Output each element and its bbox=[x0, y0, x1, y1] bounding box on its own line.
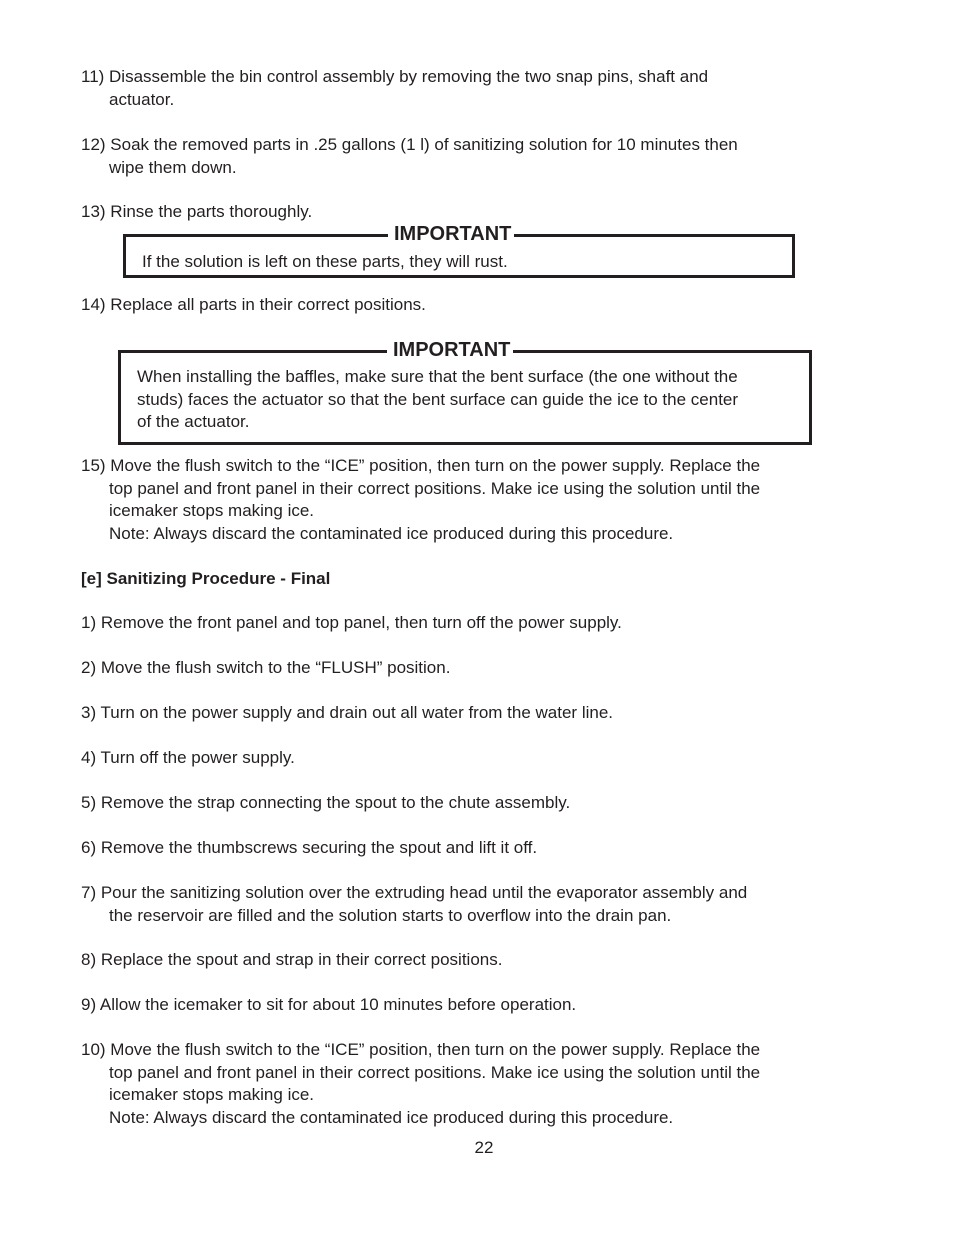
step-12 bbox=[81, 134, 841, 179]
important-box-2-title: IMPORTANT bbox=[387, 337, 513, 363]
important-box-1 bbox=[123, 223, 795, 278]
page-number: 22 bbox=[474, 1138, 494, 1157]
step-15-line2: top panel and front panel in their correct positions. Make ice using the solution until the bbox=[109, 478, 761, 498]
important-box-2-line3: of the actuator. bbox=[137, 412, 250, 431]
final-step-7-line1: 7) Pour the sanitizing solution over the extruding head until the evaporator assembly and bbox=[81, 883, 748, 902]
step-14 bbox=[81, 294, 841, 317]
final-step-6-text: 6) Remove the thumbscrews securing the spout and lift it off. bbox=[81, 838, 538, 857]
final-step-4 bbox=[81, 747, 841, 770]
final-step-10-note: Note: Always discard the contaminated ice produced during this procedure. bbox=[109, 1107, 674, 1127]
step-15-note: Note: Always discard the contaminated ice produced during this procedure. bbox=[109, 523, 674, 543]
step-13-line1: 13) Rinse the parts thoroughly. bbox=[81, 202, 313, 221]
step-12-line1: 12) Soak the removed parts in .25 gallons (1 l) of sanitizing solution for 10 minutes then bbox=[81, 135, 738, 154]
final-step-9 bbox=[81, 994, 841, 1017]
step-15 bbox=[81, 455, 841, 545]
final-step-2 bbox=[81, 657, 841, 680]
step-11 bbox=[81, 66, 841, 111]
final-step-8 bbox=[81, 949, 841, 972]
final-step-9-text: 9) Allow the icemaker to sit for about 10 minutes before operation. bbox=[81, 995, 577, 1014]
final-step-2-text: 2) Move the flush switch to the “FLUSH” position. bbox=[81, 658, 451, 677]
final-step-8-text: 8) Replace the spout and strap in their correct positions. bbox=[81, 950, 503, 969]
step-14-line1: 14) Replace all parts in their correct positions. bbox=[81, 295, 426, 314]
final-step-1-text: 1) Remove the front panel and top panel, then turn off the power supply. bbox=[81, 613, 622, 632]
important-box-2 bbox=[118, 339, 812, 445]
step-11-line1: 11) Disassemble the bin control assembly by removing the two snap pins, shaft and bbox=[81, 67, 709, 86]
final-step-10-line3: icemaker stops making ice. bbox=[109, 1085, 315, 1104]
step-15-line3: icemaker stops making ice. bbox=[109, 501, 315, 520]
important-box-1-title: IMPORTANT bbox=[388, 221, 514, 247]
final-step-4-text: 4) Turn off the power supply. bbox=[81, 748, 295, 767]
final-step-6 bbox=[81, 837, 841, 860]
final-step-3 bbox=[81, 702, 841, 725]
final-step-7-line2: the reservoir are filled and the solution starts to overflow into the drain pan. bbox=[109, 905, 672, 925]
final-step-5-text: 5) Remove the strap connecting the spout to the chute assembly. bbox=[81, 793, 571, 812]
step-11-line2: actuator. bbox=[109, 89, 175, 109]
final-step-10-line1: 10) Move the flush switch to the “ICE” position, then turn on the power supply. Replace the bbox=[81, 1040, 761, 1059]
important-box-2-line2: studs) faces the actuator so that the bent surface can guide the ice to the center bbox=[137, 389, 739, 409]
important-box-2-line1: When installing the baffles, make sure that the bent surface (the one without the bbox=[137, 367, 738, 386]
step-15-line1: 15) Move the flush switch to the “ICE” position, then turn on the power supply. Replace the bbox=[81, 456, 761, 475]
final-step-1 bbox=[81, 612, 841, 635]
final-step-3-text: 3) Turn on the power supply and drain out all water from the water line. bbox=[81, 703, 614, 722]
final-step-5 bbox=[81, 792, 841, 815]
final-step-10 bbox=[81, 1039, 841, 1129]
step-12-line2: wipe them down. bbox=[109, 157, 237, 177]
important-box-2-text bbox=[137, 366, 795, 434]
section-heading: [e] Sanitizing Procedure - Final bbox=[81, 569, 331, 588]
final-step-7 bbox=[81, 882, 841, 927]
final-step-10-line2: top panel and front panel in their correct positions. Make ice using the solution until the bbox=[109, 1062, 761, 1082]
important-box-1-text: If the solution is left on these parts, they will rust. bbox=[142, 252, 508, 271]
